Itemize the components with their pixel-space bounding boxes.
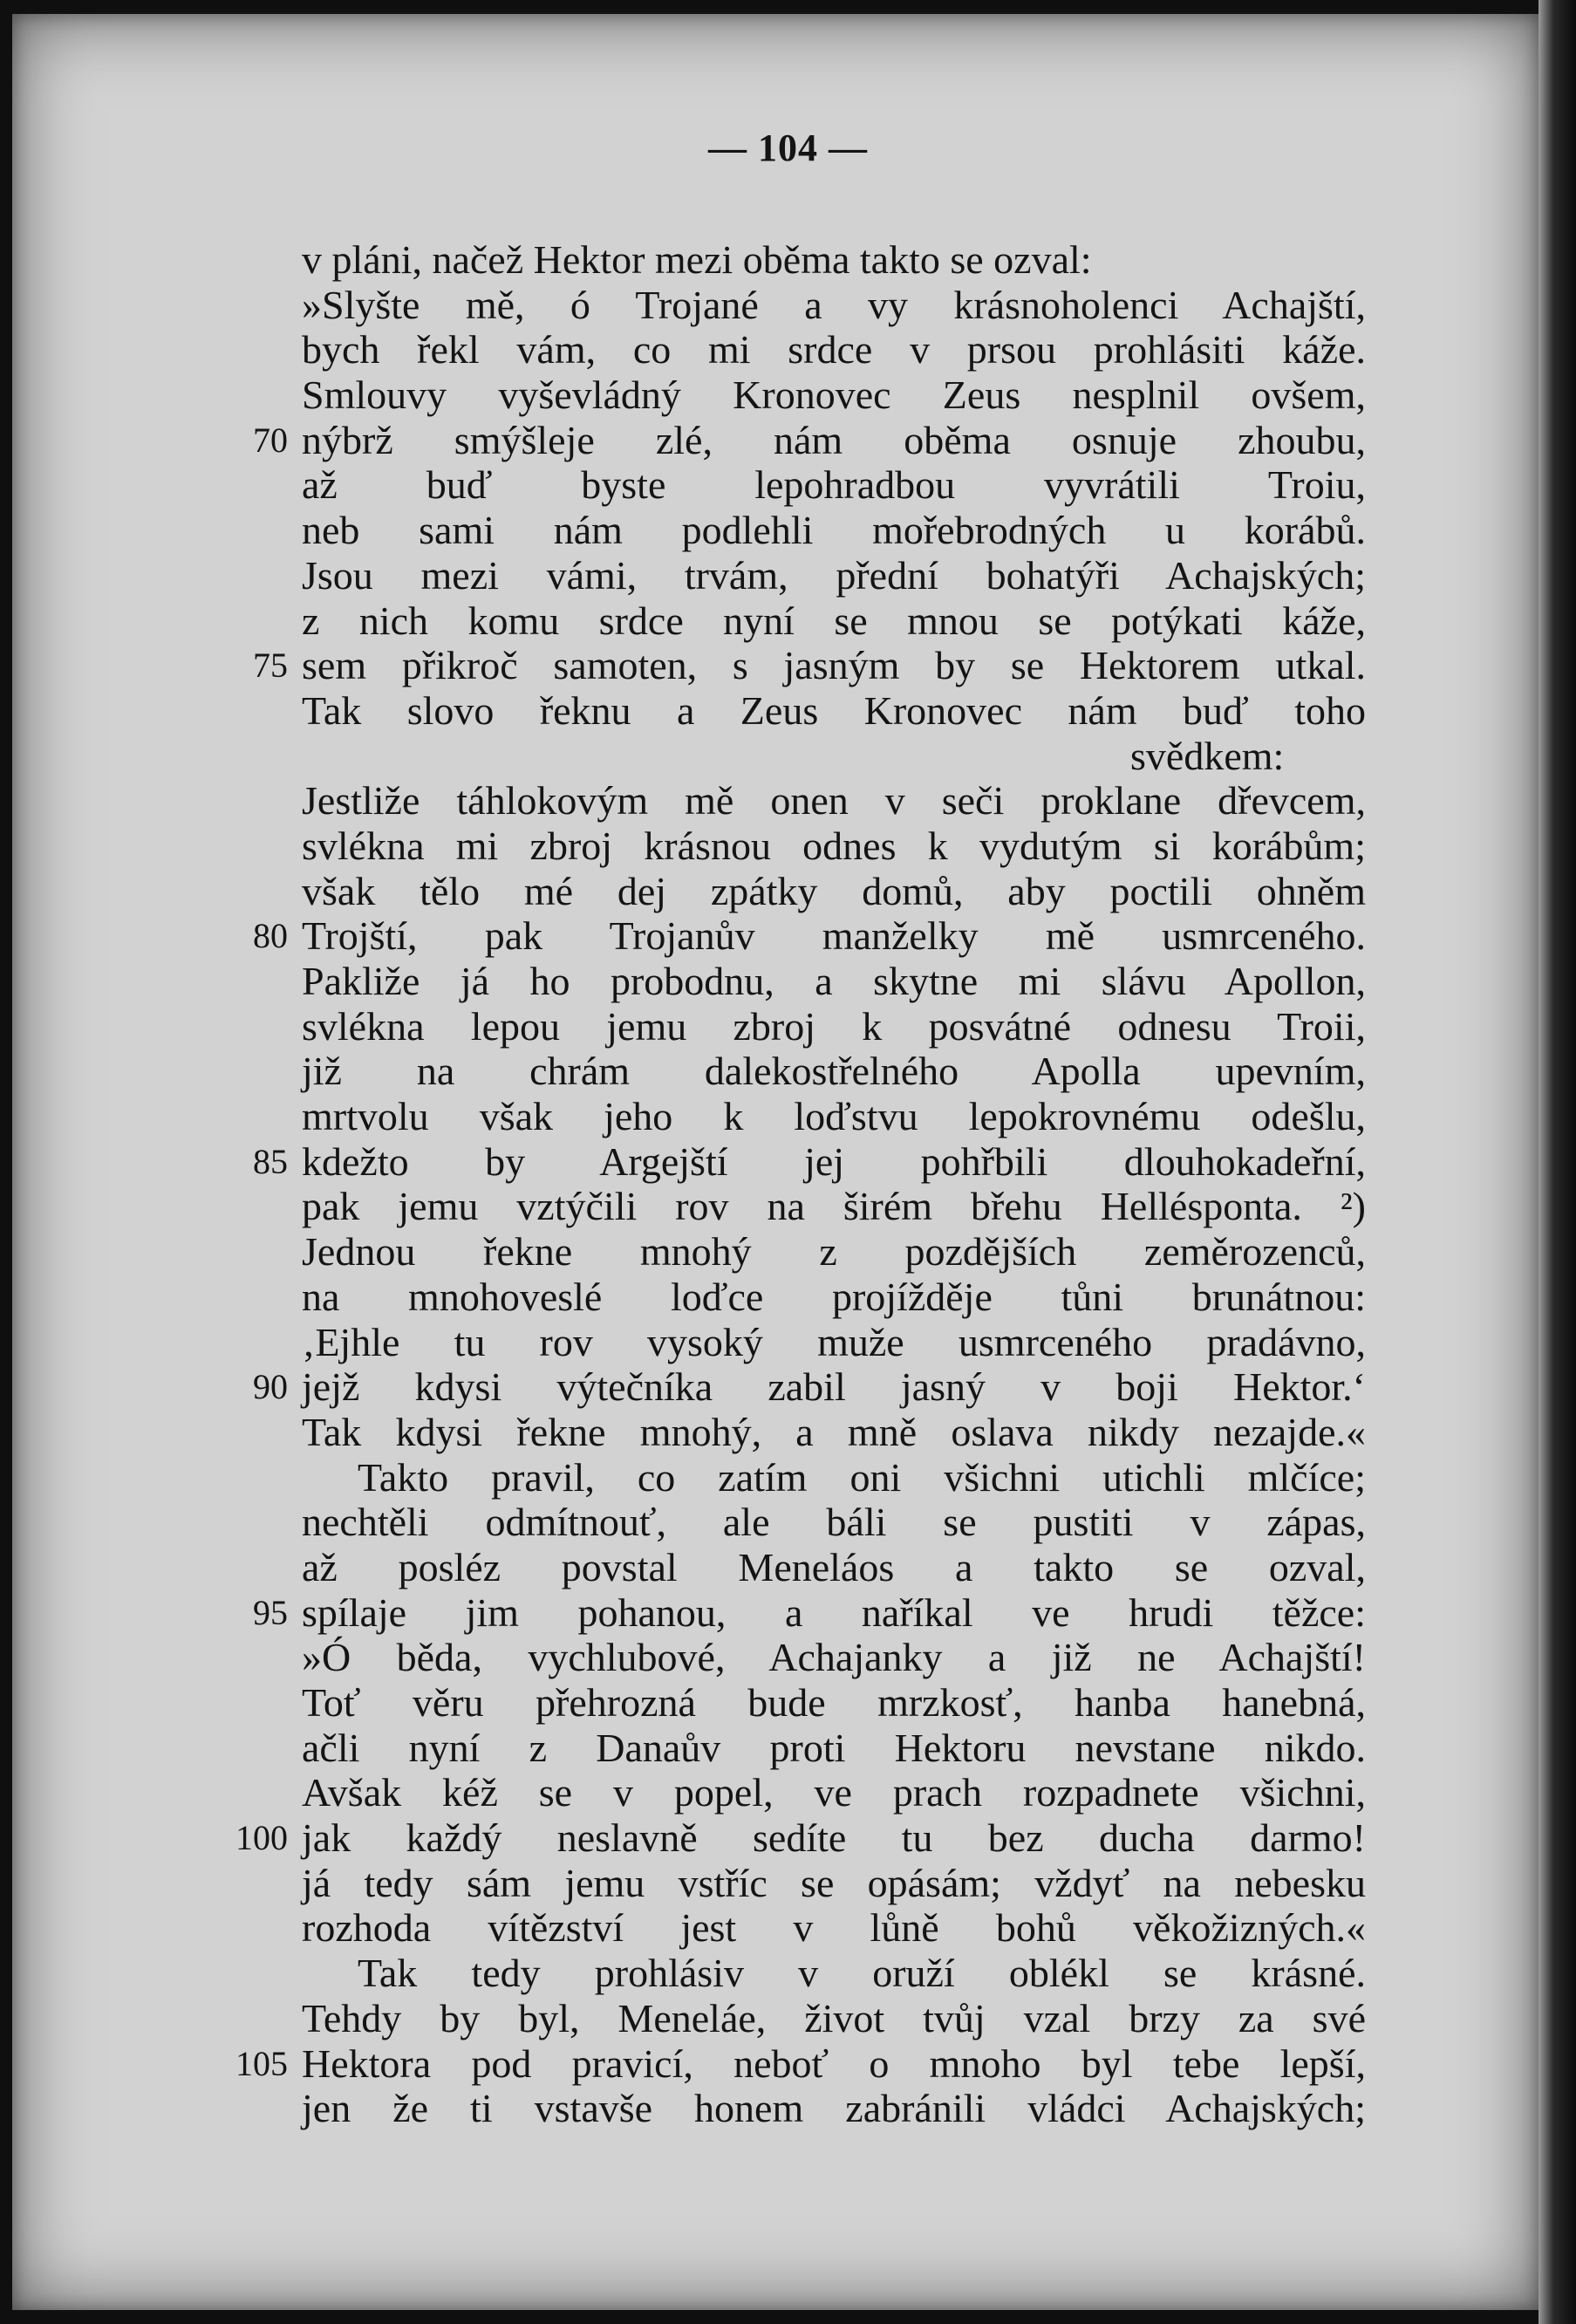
verse-line-text: Tehdy by byl, Meneláe, život tvůj vzal brzy za své	[302, 1995, 1366, 2040]
verse-line-text: bych řekl vám, co mi srdce v prsou prohlásiti káže.	[302, 327, 1366, 373]
verse-line-number: 100	[235, 1818, 288, 1858]
verse-line-text: Pakliže já ho probodnu, a skytne mi slávu Apollon,	[302, 959, 1366, 1003]
verse-line-text: ‚Ejhle tu rov vysoký muže usmrceného pradávno,	[302, 1319, 1366, 1364]
verse-line-text: jak každý neslavně sedíte tu bez ducha darmo!	[302, 1815, 1366, 1861]
verse-line-text: Smlouvy vyševládný Kronovec Zeus nesplnil ovšem,	[302, 373, 1366, 418]
verse-line-text: spílaje jim pohanou, a naříkal ve hrudi těžce:	[302, 1589, 1366, 1635]
verse-line	[0, 959, 1576, 1004]
verse-line	[0, 1996, 1576, 2041]
verse-line	[0, 237, 1576, 283]
verse-line-text: »Slyšte mě, ó Trojané a vy krásnoholenci Achajští,	[302, 282, 1366, 327]
verse-line	[0, 1951, 1576, 1996]
verse-line-text: svlékna mi zbroj krásnou odnes k vydutým si korábům;	[302, 823, 1366, 868]
verse-line-text: kdežto by Argejští jej pohřbili dlouhokadeřní,	[302, 1138, 1366, 1184]
verse-line	[0, 1680, 1576, 1726]
verse-line	[0, 1815, 1576, 1861]
verse-line	[0, 1094, 1576, 1139]
verse-line	[0, 688, 1576, 734]
verse-line-number: 85	[253, 1141, 288, 1181]
verse-line	[0, 327, 1576, 373]
verse-line-text: Jestliže táhlokovým mě onen v seči proklane dřevcem,	[302, 778, 1366, 824]
verse-line-text: však tělo mé dej zpátky domů, aby poctili ohněm	[302, 868, 1366, 913]
verse-line	[0, 1905, 1576, 1951]
verse-line-text: já tedy sám jemu vstříc se opásám; vždyť na nebesku	[302, 1860, 1366, 1905]
verse-line	[0, 1139, 1576, 1185]
verse-line	[0, 1004, 1576, 1049]
verse-line-text: neb sami nám podlehli mořebrodných u korábů.	[302, 508, 1366, 553]
verse-line-text: Jednou řekne mnohý z pozdějších zeměrozenců,	[302, 1229, 1366, 1275]
verse-line-text: v pláni, načež Hektor mezi oběma takto se ozval:	[302, 237, 1092, 282]
verse-line-text: ačli nyní z Danaův proti Hektoru nevstane nikdo.	[302, 1725, 1366, 1770]
verse-line-number: 90	[253, 1367, 288, 1407]
verse-line-text: z nich komu srdce nyní se mnou se potýkati káže,	[302, 598, 1366, 643]
verse-line	[0, 734, 1576, 779]
verse-line	[0, 1184, 1576, 1229]
verse-line-text: až buď byste lepohradbou vyvrátili Troiu,	[302, 462, 1366, 508]
verse-line-text: rozhoda vítězství jest v lůně bohů věkožizných.«	[302, 1905, 1366, 1951]
verse-line	[0, 1861, 1576, 1906]
verse-line	[0, 824, 1576, 869]
verse-line	[0, 643, 1576, 688]
verse-line-text: nechtěli odmítnouť, ale báli se pustiti v zápas,	[302, 1500, 1366, 1545]
verse-line	[0, 373, 1576, 418]
verse-line-text: až posléz povstal Meneláos a takto se ozval,	[302, 1544, 1366, 1589]
verse-line	[0, 1320, 1576, 1365]
verse-block	[0, 237, 1576, 2131]
verse-line	[0, 1455, 1576, 1500]
verse-line	[0, 462, 1576, 508]
verse-line	[0, 2041, 1576, 2087]
verse-line-text: již na chrám dalekostřelného Apolla upevním,	[302, 1049, 1366, 1094]
verse-line	[0, 1410, 1576, 1455]
verse-line	[0, 1275, 1576, 1320]
verse-line	[0, 598, 1576, 644]
verse-line-text: Toť věru přehrozná bude mrzkosť, hanba hanebná,	[302, 1680, 1366, 1725]
verse-line-text: »Ó běda, vychlubové, Achajanky a již ne Achajští!	[302, 1635, 1366, 1680]
verse-line-text: Jsou mezi vámi, trvám, přední bohatýři Achajských;	[302, 552, 1366, 598]
verse-line-number: 95	[253, 1592, 288, 1632]
page-number: — 104 —	[708, 126, 868, 169]
verse-line-text: svlékna lepou jemu zbroj k posvátné odnesu Troii,	[302, 1003, 1366, 1049]
verse-line-text: Takto pravil, co zatím oni všichni utichli mlčíce;	[358, 1454, 1366, 1500]
verse-line-text: sem přikroč samoten, s jasným by se Hektorem utkal.	[302, 643, 1366, 688]
verse-line	[0, 869, 1576, 914]
verse-line-text: jen že ti vstavše honem zabránili vládci Achajských;	[302, 2086, 1366, 2131]
verse-line	[0, 508, 1576, 553]
verse-line	[0, 1500, 1576, 1545]
verse-line-text: nýbrž smýšleje zlé, nám oběma osnuje zhoubu,	[302, 417, 1366, 462]
verse-line-text: Tak tedy prohlásiv v oruží oblékl se krásné.	[358, 1951, 1366, 1996]
verse-line-text: Trojští, pak Trojanův manželky mě usmrceného.	[302, 913, 1366, 959]
verse-line-text: pak jemu vztýčili rov na širém břehu Hellésponta. ²)	[302, 1184, 1366, 1229]
verse-line-text: mrtvolu však jeho k loďstvu lepokrovnému odešlu,	[302, 1094, 1366, 1139]
verse-line	[0, 1590, 1576, 1636]
verse-line-number: 75	[253, 646, 288, 686]
verse-line-text: svědkem:	[1130, 733, 1285, 778]
verse-line-number: 70	[253, 420, 288, 460]
verse-line	[0, 418, 1576, 463]
verse-line	[0, 1635, 1576, 1680]
verse-line	[0, 1049, 1576, 1094]
verse-line	[0, 2086, 1576, 2131]
verse-line	[0, 1364, 1576, 1410]
verse-line-text: jejž kdysi výtečníka zabil jasný v boji Hektor.‘	[302, 1364, 1366, 1410]
verse-line-number: 80	[253, 916, 288, 956]
verse-line-text: na mnohoveslé loďce projížděje tůni brunátnou:	[302, 1274, 1366, 1319]
verse-line-text: Hektora pod pravicí, neboť o mnoho byl tebe lepší,	[302, 2040, 1366, 2086]
verse-line	[0, 1770, 1576, 1815]
verse-line-text: Tak slovo řeknu a Zeus Kronovec nám buď toho	[302, 687, 1366, 733]
verse-line	[0, 1545, 1576, 1590]
verse-line	[0, 1229, 1576, 1275]
verse-line-number: 105	[235, 2043, 288, 2083]
verse-line-text: Tak kdysi řekne mnohý, a mně oslava nikdy nezajde.«	[302, 1409, 1366, 1454]
verse-line-text: Avšak kéž se v popel, ve prach rozpadnete všichni,	[302, 1770, 1366, 1815]
verse-line	[0, 778, 1576, 824]
verse-line	[0, 913, 1576, 959]
verse-line	[0, 1726, 1576, 1771]
verse-line	[0, 283, 1576, 328]
verse-line	[0, 553, 1576, 598]
